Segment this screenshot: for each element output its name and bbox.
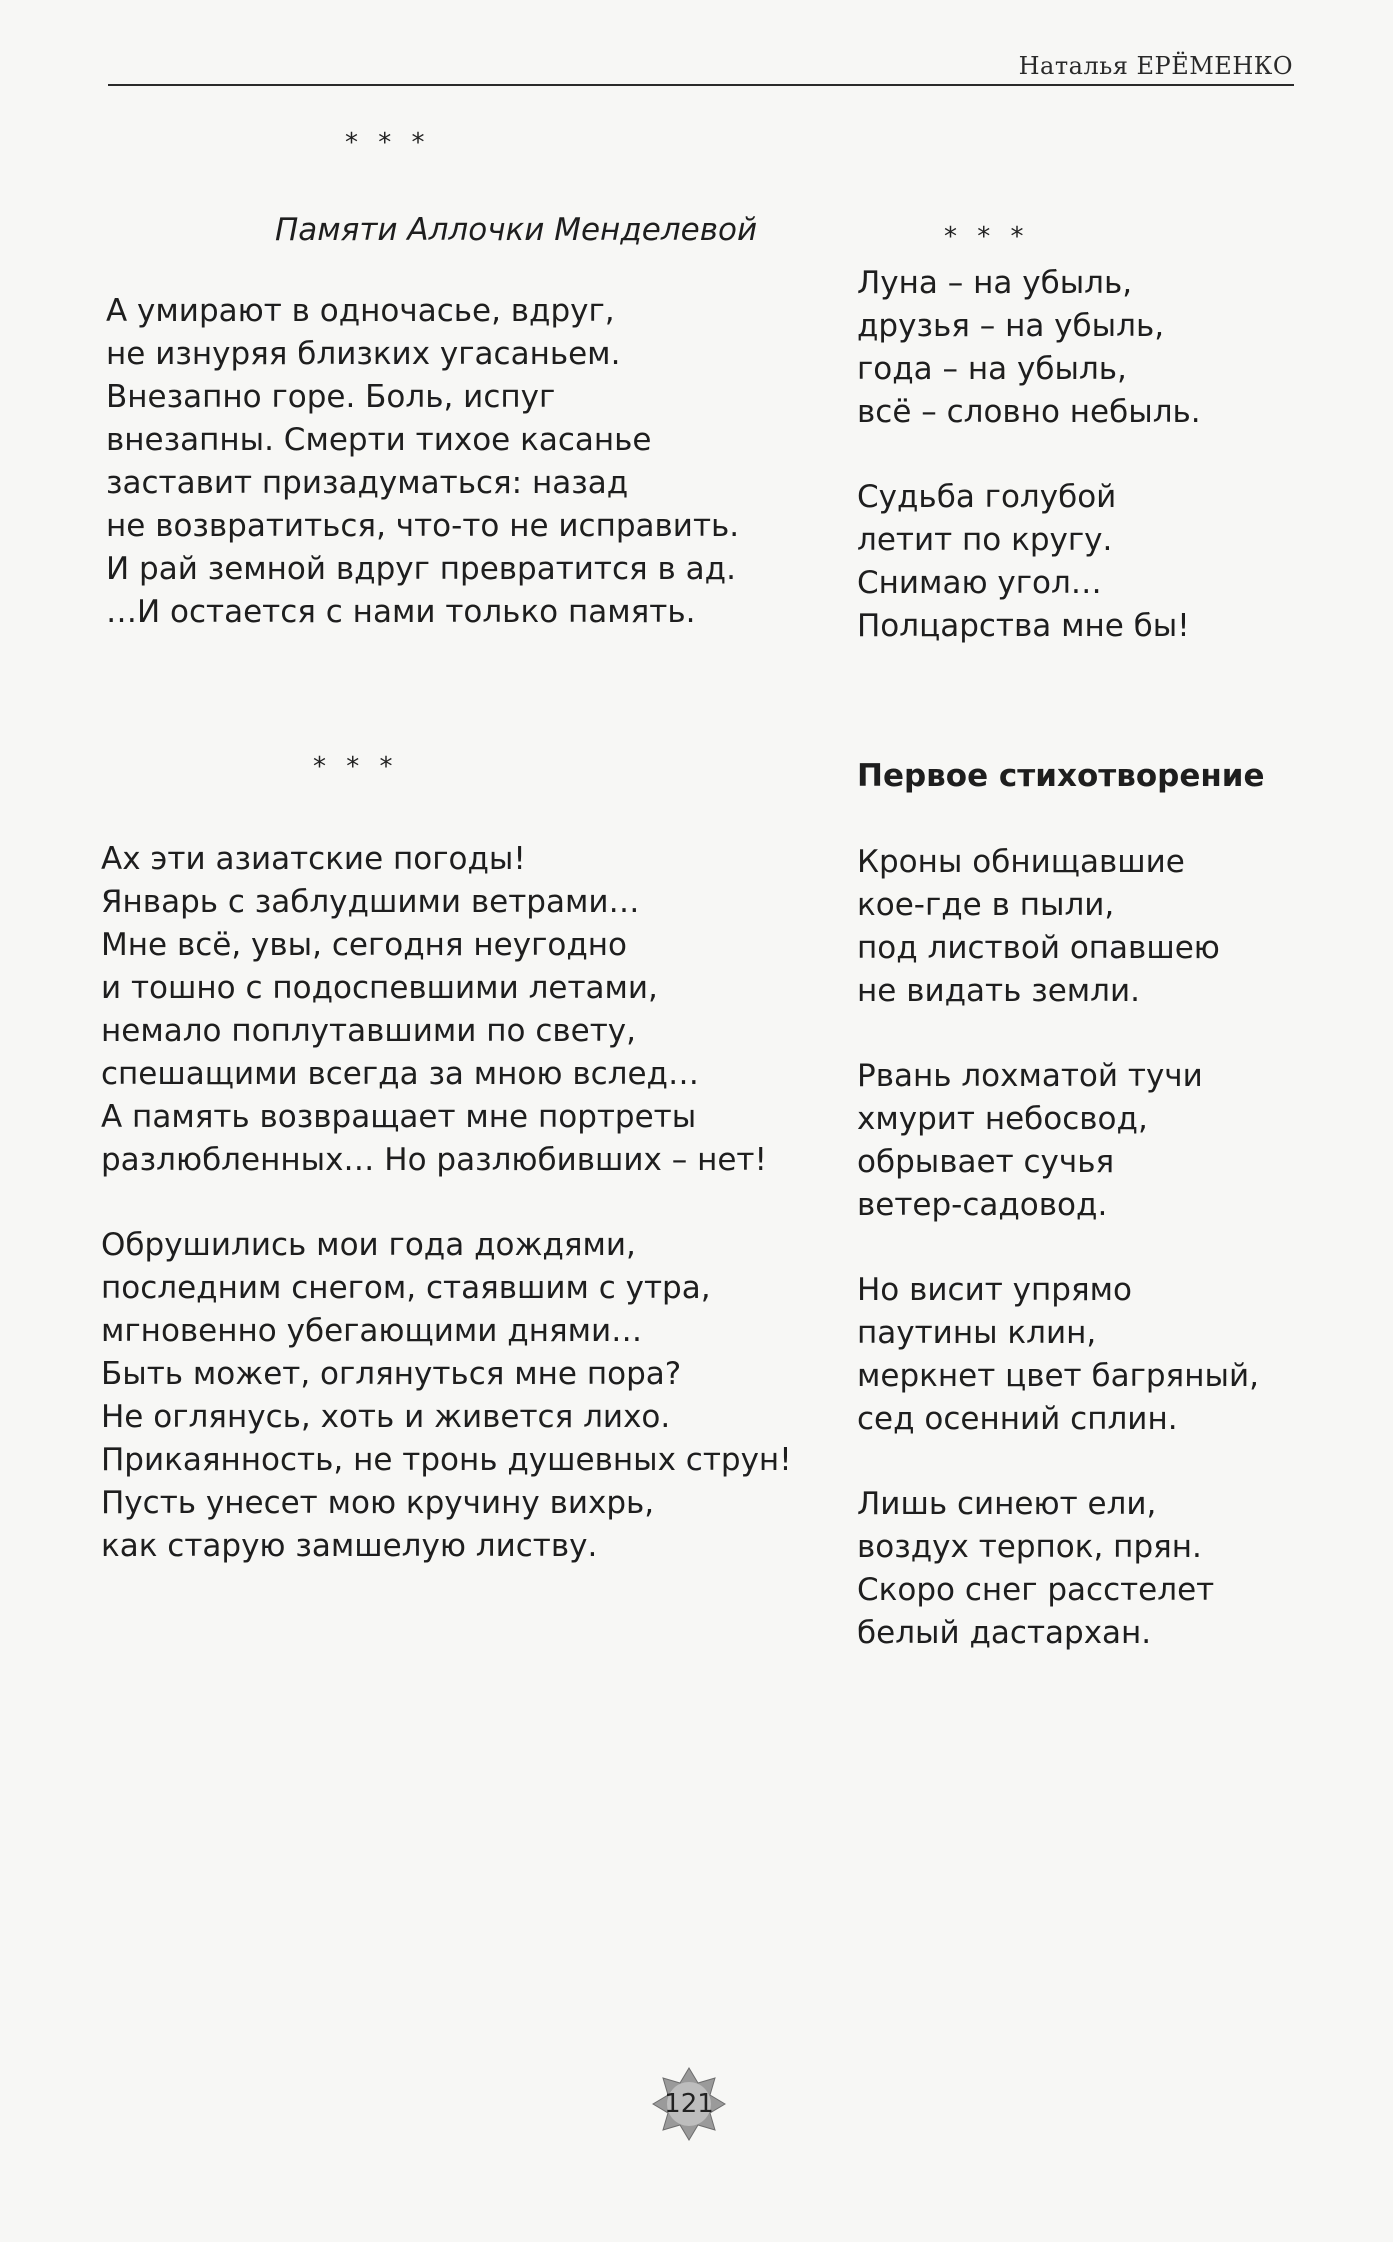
- poem-line: летит по кругу.: [857, 522, 1113, 558]
- poem-line: не возвратиться, что-то не исправить.: [106, 508, 740, 544]
- poem-line: немало поплутавшими по свету,: [101, 1013, 636, 1049]
- stanza: [857, 476, 1201, 648]
- poem-line: Мне всё, увы, сегодня неугодно: [101, 927, 628, 963]
- poem-line: Не оглянусь, хоть и живется лихо.: [101, 1399, 671, 1435]
- poem-line: под листвой опавшею: [857, 930, 1220, 966]
- poem-1-dedication: Памяти Аллочки Менделевой: [275, 212, 758, 248]
- poem-line: А память возвращает мне портреты: [101, 1099, 697, 1135]
- poem-line: Обрушились мои года дождями,: [101, 1227, 636, 1263]
- poem-line: хмурит небосвод,: [857, 1101, 1148, 1137]
- stanza: [857, 1483, 1259, 1655]
- poem-2-stars: * * *: [944, 222, 1030, 252]
- poem-line: и тошно с подоспевшими летами,: [101, 970, 658, 1006]
- poem-line: мгновенно убегающими днями…: [101, 1313, 643, 1349]
- poem-line: Быть может, оглянуться мне пора?: [101, 1356, 682, 1392]
- poem-line: …И остается с нами только память.: [106, 594, 696, 630]
- poem-line: ветер-садовод.: [857, 1187, 1108, 1223]
- poem-line: Лишь синеют ели,: [857, 1486, 1157, 1522]
- stanza: [857, 262, 1201, 434]
- poem-line: Внезапно горе. Боль, испуг: [106, 379, 556, 415]
- poem-1: [106, 290, 739, 676]
- poem-line: года – на убыль,: [857, 351, 1127, 387]
- poem-line: заставит призадуматься: назад: [106, 465, 629, 501]
- poem-line: И рай земной вдруг превратится в ад.: [106, 551, 736, 587]
- poem-line: Кроны обнищавшие: [857, 844, 1185, 880]
- poem-line: Пусть унесет мою кручину вихрь,: [101, 1485, 655, 1521]
- stanza: [101, 838, 792, 1182]
- poem-line: белый дастархан.: [857, 1615, 1152, 1651]
- poem-4: [857, 841, 1259, 1697]
- poem-1-stars: * * *: [345, 128, 431, 158]
- poem-line: Снимаю угол…: [857, 565, 1102, 601]
- poem-line: кое-где в пыли,: [857, 887, 1115, 923]
- poem-line: паутины клин,: [857, 1315, 1097, 1351]
- poem-line: Рвань лохматой тучи: [857, 1058, 1203, 1094]
- poem-line: меркнет цвет багряный,: [857, 1358, 1259, 1394]
- poem-line: всё – словно небыль.: [857, 394, 1201, 430]
- poem-line: Прикаянность, не тронь душевных струн!: [101, 1442, 792, 1478]
- poem-line: внезапны. Смерти тихое касанье: [106, 422, 652, 458]
- poem-line: Ах эти азиатские погоды!: [101, 841, 526, 877]
- poem-2: [857, 262, 1201, 690]
- poem-line: не изнуряя близких угасаньем.: [106, 336, 621, 372]
- header-rule: [108, 84, 1294, 86]
- page-number: 121: [664, 2089, 714, 2119]
- poem-line: Судьба голубой: [857, 479, 1117, 515]
- poem-3-stars: * * *: [313, 752, 399, 782]
- poem-line: сед осенний сплин.: [857, 1401, 1178, 1437]
- stanza: [857, 1269, 1259, 1441]
- page-number-badge: [651, 2066, 727, 2142]
- poem-3: [101, 838, 792, 1610]
- poem-4-title: Первое стихотворение: [857, 758, 1265, 794]
- poem-line: Скоро снег расстелет: [857, 1572, 1215, 1608]
- poem-line: Полцарства мне бы!: [857, 608, 1190, 644]
- poem-line: последним снегом, стаявшим с утра,: [101, 1270, 711, 1306]
- poem-line: Январь с заблудшими ветрами…: [101, 884, 640, 920]
- poem-line: разлюбленных… Но разлюбивших – нет!: [101, 1142, 767, 1178]
- running-header-author: Наталья ЕРЁМЕНКО: [1018, 52, 1293, 80]
- poem-line: как старую замшелую листву.: [101, 1528, 598, 1564]
- poem-line: друзья – на убыль,: [857, 308, 1165, 344]
- stanza: [101, 1224, 792, 1568]
- poem-line: Но висит упрямо: [857, 1272, 1132, 1308]
- stanza: [857, 1055, 1259, 1227]
- poem-line: спешащими всегда за мною вслед…: [101, 1056, 699, 1092]
- stanza: [857, 841, 1259, 1013]
- poem-line: воздух терпок, прян.: [857, 1529, 1202, 1565]
- stanza: [106, 290, 739, 634]
- poem-line: А умирают в одночасье, вдруг,: [106, 293, 615, 329]
- poem-line: не видать земли.: [857, 973, 1140, 1009]
- poem-line: Луна – на убыль,: [857, 265, 1133, 301]
- poem-line: обрывает сучья: [857, 1144, 1115, 1180]
